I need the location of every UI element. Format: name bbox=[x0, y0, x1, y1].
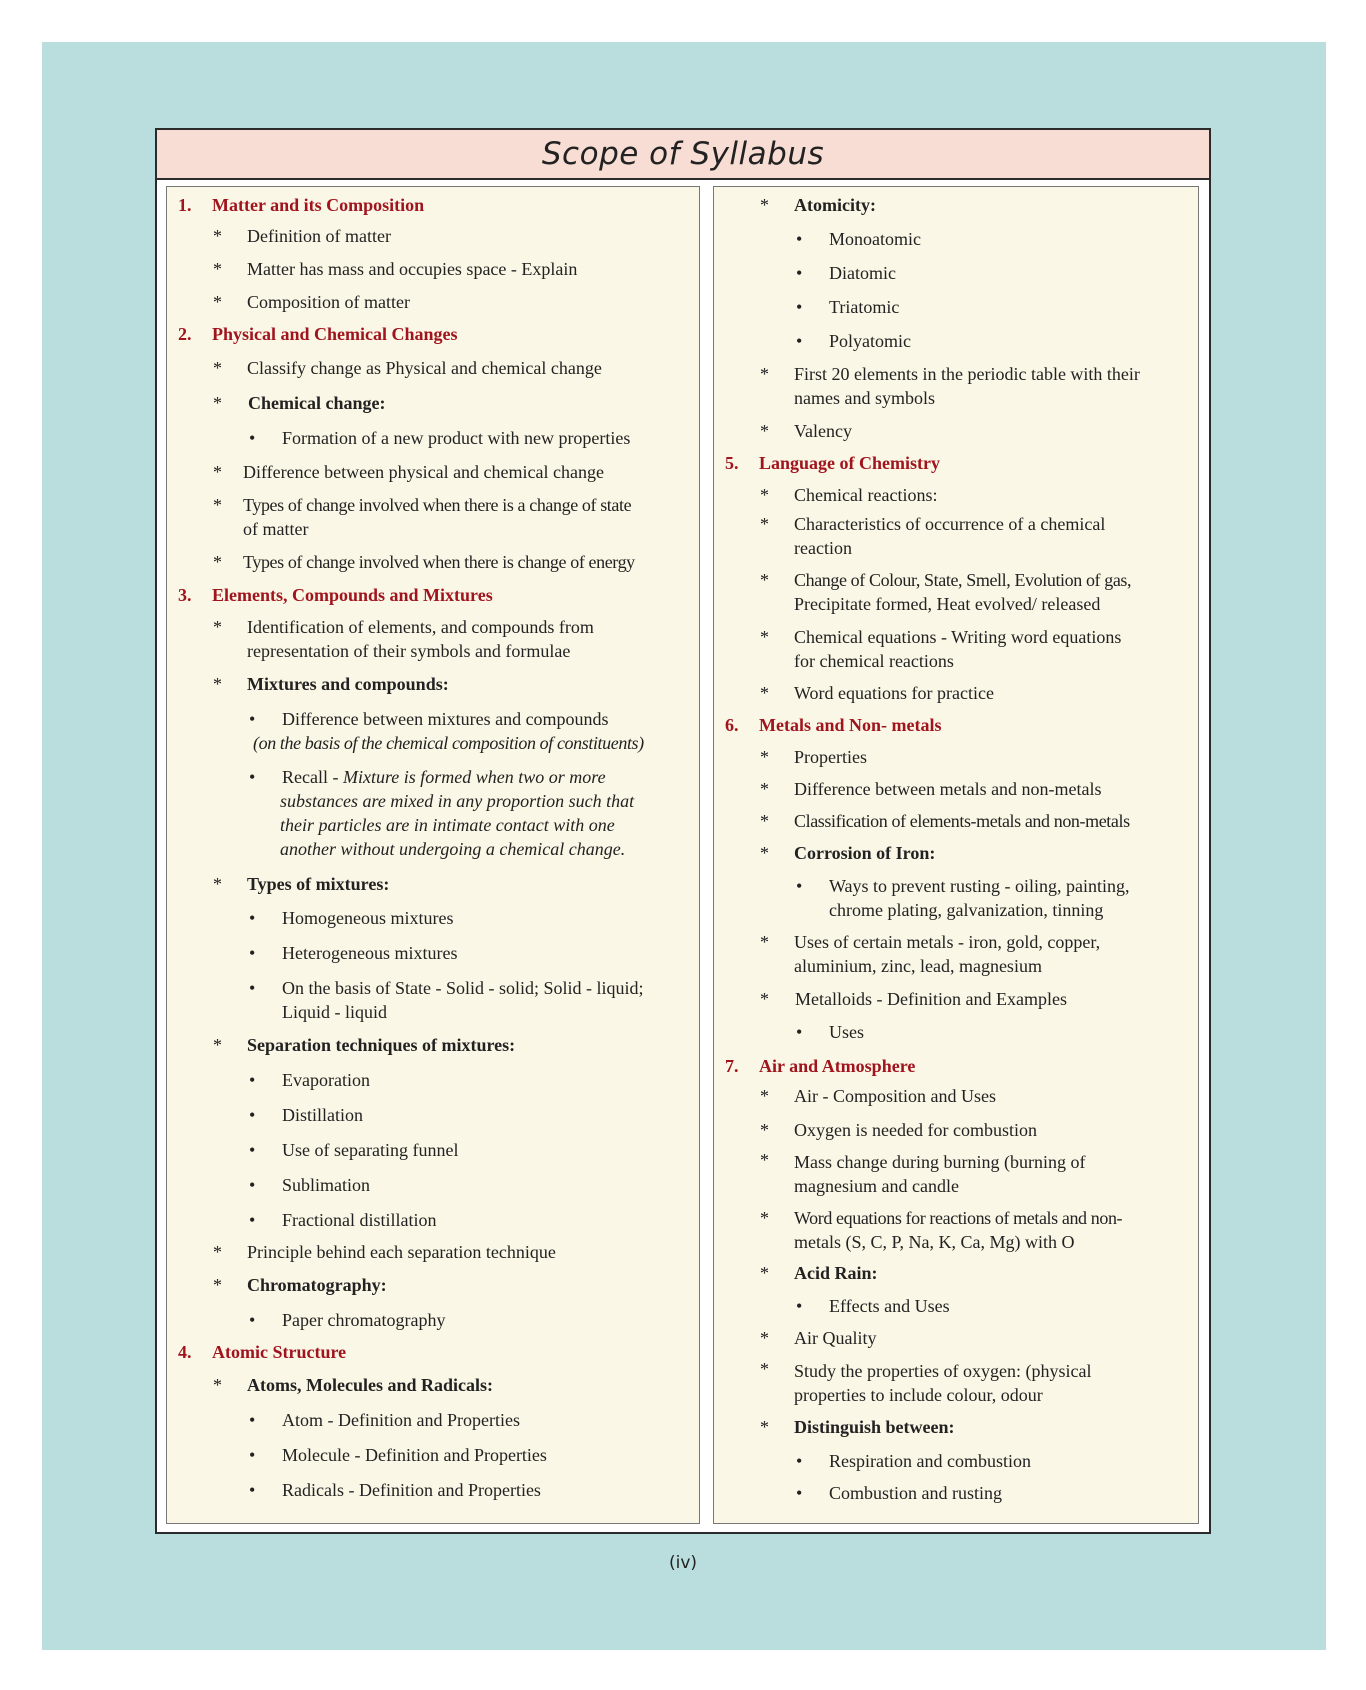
bullet-marker: • bbox=[796, 263, 803, 283]
list-item: Types of change involved when there is change of energy bbox=[243, 552, 635, 572]
recall-lead: Recall - bbox=[282, 767, 343, 787]
star-marker: * bbox=[213, 292, 222, 312]
section-5-number: 5. bbox=[725, 453, 739, 473]
list-item: Chemical reactions: bbox=[794, 485, 938, 505]
bullet-marker: • bbox=[796, 1022, 803, 1042]
star-marker: * bbox=[760, 747, 769, 767]
section-5-title: Language of Chemistry bbox=[759, 453, 940, 473]
star-marker: * bbox=[760, 683, 769, 703]
list-subitem-continued: chrome plating, galvanization, tinning bbox=[829, 900, 1104, 920]
star-marker: * bbox=[760, 1359, 769, 1379]
bullet-marker: • bbox=[249, 1105, 256, 1125]
section-2-number: 2. bbox=[178, 324, 192, 344]
list-subitem: Radicals - Definition and Properties bbox=[282, 1480, 541, 1500]
list-item: Change of Colour, State, Smell, Evolution of gas, bbox=[794, 570, 1132, 590]
list-item: Word equations for practice bbox=[794, 683, 994, 703]
recall-text-continued: their particles are in intimate contact with one bbox=[280, 815, 615, 835]
star-marker: * bbox=[760, 364, 769, 384]
bullet-marker: • bbox=[249, 1445, 256, 1465]
star-marker: * bbox=[213, 462, 222, 482]
title-bar bbox=[157, 130, 1209, 180]
list-item: Study the properties of oxygen: (physical bbox=[794, 1361, 1092, 1381]
list-item-heading: Types of mixtures: bbox=[247, 874, 390, 894]
list-item-continued: Precipitate formed, Heat evolved/ released bbox=[794, 594, 1101, 614]
list-subitem: Polyatomic bbox=[829, 331, 911, 351]
list-item-continued: names and symbols bbox=[794, 388, 935, 408]
star-marker: * bbox=[760, 1263, 769, 1283]
section-1-title: Matter and its Composition bbox=[212, 195, 425, 215]
bullet-marker: • bbox=[249, 908, 256, 928]
list-subitem: Diatomic bbox=[829, 263, 896, 283]
star-marker: * bbox=[213, 1035, 222, 1055]
bullet-marker: • bbox=[796, 1483, 803, 1503]
list-item: Mass change during burning (burning of bbox=[794, 1152, 1086, 1172]
list-item: Types of change involved when there is a change of state bbox=[243, 495, 632, 515]
bullet-marker: • bbox=[249, 428, 256, 448]
bullet-marker: • bbox=[796, 876, 803, 896]
star-marker: * bbox=[213, 1375, 222, 1395]
list-item-continued: representation of their symbols and formulae bbox=[247, 641, 571, 661]
list-item-continued: reaction bbox=[794, 538, 852, 558]
star-marker: * bbox=[760, 1417, 769, 1437]
bullet-marker: • bbox=[249, 1410, 256, 1430]
star-marker: * bbox=[760, 514, 769, 534]
list-item: Word equations for reactions of metals and non- bbox=[794, 1208, 1123, 1228]
bullet-marker: • bbox=[249, 1480, 256, 1500]
section-3-number: 3. bbox=[178, 585, 192, 605]
recall-text: Mixture is formed when two or more bbox=[342, 767, 606, 787]
list-item: Classification of elements-metals and non-metals bbox=[794, 811, 1130, 831]
right-column bbox=[713, 186, 1199, 1524]
list-subitem: Fractional distillation bbox=[282, 1210, 437, 1230]
star-marker: * bbox=[760, 811, 769, 831]
bullet-marker: • bbox=[249, 1210, 256, 1230]
section-1-number: 1. bbox=[178, 195, 192, 215]
list-subitem: Paper chromatography bbox=[282, 1310, 446, 1330]
list-item: Difference between physical and chemical change bbox=[243, 462, 604, 482]
star-marker: * bbox=[760, 989, 769, 1009]
list-item: Uses of certain metals - iron, gold, copper, bbox=[794, 932, 1101, 952]
list-item: Air - Composition and Uses bbox=[794, 1086, 996, 1106]
section-7-title: Air and Atmosphere bbox=[759, 1056, 916, 1076]
recall-text-continued: another without undergoing a chemical change. bbox=[280, 839, 626, 859]
star-marker: * bbox=[213, 552, 222, 572]
section-4-number: 4. bbox=[178, 1342, 192, 1362]
bullet-marker: • bbox=[249, 1175, 256, 1195]
star-marker: * bbox=[213, 1242, 222, 1262]
list-item: Chemical equations - Writing word equations bbox=[794, 627, 1122, 647]
star-marker: * bbox=[213, 495, 222, 515]
section-7-number: 7. bbox=[725, 1056, 739, 1076]
syllabus-frame bbox=[155, 128, 1211, 1534]
list-subitem: Difference between mixtures and compounds bbox=[282, 709, 609, 729]
star-marker: * bbox=[760, 421, 769, 441]
list-item: Air Quality bbox=[794, 1328, 877, 1348]
list-subitem: Use of separating funnel bbox=[282, 1140, 459, 1160]
list-subitem: Combustion and rusting bbox=[829, 1483, 1003, 1503]
list-item: Valency bbox=[794, 421, 852, 441]
star-marker: * bbox=[760, 1120, 769, 1140]
star-marker: * bbox=[213, 259, 222, 279]
list-subitem: Triatomic bbox=[829, 297, 900, 317]
bullet-marker: • bbox=[796, 1296, 803, 1316]
bullet-marker: • bbox=[249, 943, 256, 963]
bullet-marker: • bbox=[249, 1070, 256, 1090]
list-subitem: Formation of a new product with new properties bbox=[282, 428, 631, 448]
list-item-heading: Atomicity: bbox=[794, 195, 876, 215]
bullet-marker: • bbox=[249, 767, 256, 787]
list-item-heading: Separation techniques of mixtures: bbox=[247, 1035, 516, 1055]
star-marker: * bbox=[760, 1208, 769, 1228]
section-6-number: 6. bbox=[725, 715, 739, 735]
list-item-heading: Chemical change: bbox=[248, 393, 386, 413]
list-item-continued: magnesium and candle bbox=[794, 1176, 959, 1196]
star-marker: * bbox=[760, 932, 769, 952]
list-subitem: Effects and Uses bbox=[829, 1296, 950, 1316]
list-subitem: Atom - Definition and Properties bbox=[282, 1410, 520, 1430]
bullet-marker: • bbox=[249, 978, 256, 998]
list-item: Definition of matter bbox=[247, 226, 391, 246]
list-item: First 20 elements in the periodic table with their bbox=[794, 364, 1140, 384]
bullet-marker: • bbox=[796, 229, 803, 249]
list-subitem: Monoatomic bbox=[829, 229, 921, 249]
star-marker: * bbox=[213, 617, 222, 637]
bullet-marker: • bbox=[796, 331, 803, 351]
star-marker: * bbox=[760, 779, 769, 799]
list-subitem: Homogeneous mixtures bbox=[282, 908, 454, 928]
bullet-marker: • bbox=[249, 1140, 256, 1160]
star-marker: * bbox=[760, 485, 769, 505]
list-subitem: Evaporation bbox=[282, 1070, 370, 1090]
star-marker: * bbox=[213, 674, 222, 694]
page-number: (iv) bbox=[668, 1553, 698, 1573]
list-item-heading: Distinguish between: bbox=[794, 1417, 955, 1437]
list-item-heading: Atoms, Molecules and Radicals: bbox=[247, 1375, 493, 1395]
star-marker: * bbox=[760, 195, 769, 215]
list-item-continued: for chemical reactions bbox=[794, 651, 954, 671]
list-item-heading: Corrosion of Iron: bbox=[794, 843, 936, 863]
list-item: Properties bbox=[794, 747, 867, 767]
star-marker: * bbox=[760, 843, 769, 863]
list-subitem: Uses bbox=[829, 1022, 864, 1042]
star-marker: * bbox=[760, 570, 769, 590]
list-item: Composition of matter bbox=[247, 292, 410, 312]
list-subitem: On the basis of State - Solid - solid; Solid - liquid; bbox=[282, 978, 644, 998]
list-item: Metalloids - Definition and Examples bbox=[795, 989, 1067, 1009]
list-item-continued: of matter bbox=[243, 519, 309, 539]
list-item-continued: metals (S, C, P, Na, K, Ca, Mg) with O bbox=[794, 1232, 1075, 1252]
section-4-title: Atomic Structure bbox=[212, 1342, 347, 1362]
section-3-title: Elements, Compounds and Mixtures bbox=[212, 585, 493, 605]
star-marker: * bbox=[213, 874, 222, 894]
list-item: Oxygen is needed for combustion bbox=[794, 1120, 1037, 1140]
star-marker: * bbox=[760, 1328, 769, 1348]
star-marker: * bbox=[213, 226, 222, 246]
recall-text-continued: substances are mixed in any proportion such that bbox=[280, 791, 635, 811]
star-marker: * bbox=[760, 1086, 769, 1106]
page-title: Scope of Syllabus bbox=[541, 136, 825, 172]
left-column bbox=[166, 186, 700, 1524]
list-subitem: Distillation bbox=[282, 1105, 363, 1125]
list-subitem: Heterogeneous mixtures bbox=[282, 943, 458, 963]
list-item: Matter has mass and occupies space - Explain bbox=[247, 259, 578, 279]
star-marker: * bbox=[760, 627, 769, 647]
list-item: Characteristics of occurrence of a chemical bbox=[794, 514, 1106, 534]
list-subitem: Respiration and combustion bbox=[829, 1451, 1031, 1471]
bullet-marker: • bbox=[249, 709, 256, 729]
bullet-marker: • bbox=[796, 1451, 803, 1471]
list-subitem-continued: Liquid - liquid bbox=[282, 1002, 387, 1022]
section-6-title: Metals and Non- metals bbox=[759, 715, 942, 735]
bullet-marker: • bbox=[249, 1310, 256, 1330]
star-marker: * bbox=[760, 1150, 769, 1170]
list-subitem: Molecule - Definition and Properties bbox=[282, 1445, 547, 1465]
list-item-continued: aluminium, zinc, lead, magnesium bbox=[794, 956, 1042, 976]
list-subitem: Ways to prevent rusting - oiling, painting, bbox=[829, 876, 1130, 896]
list-subitem-note: (on the basis of the chemical composition of constituents) bbox=[253, 733, 644, 753]
list-subitem: Sublimation bbox=[282, 1175, 371, 1195]
list-item: Classify change as Physical and chemical change bbox=[247, 358, 602, 378]
section-2-title: Physical and Chemical Changes bbox=[212, 324, 458, 344]
list-item-heading: Acid Rain: bbox=[794, 1263, 878, 1283]
star-marker: * bbox=[213, 358, 222, 378]
star-marker: * bbox=[213, 1275, 222, 1295]
list-item-heading: Mixtures and compounds: bbox=[247, 674, 449, 694]
list-item: Principle behind each separation technique bbox=[247, 1242, 556, 1262]
list-item: Difference between metals and non-metals bbox=[794, 779, 1102, 799]
bullet-marker: • bbox=[796, 297, 803, 317]
list-item-continued: properties to include colour, odour bbox=[794, 1385, 1043, 1405]
list-item-heading: Chromatography: bbox=[247, 1275, 387, 1295]
star-marker: * bbox=[213, 393, 222, 413]
list-item: Identification of elements, and compounds from bbox=[247, 617, 594, 637]
list-subitem bbox=[282, 765, 606, 789]
